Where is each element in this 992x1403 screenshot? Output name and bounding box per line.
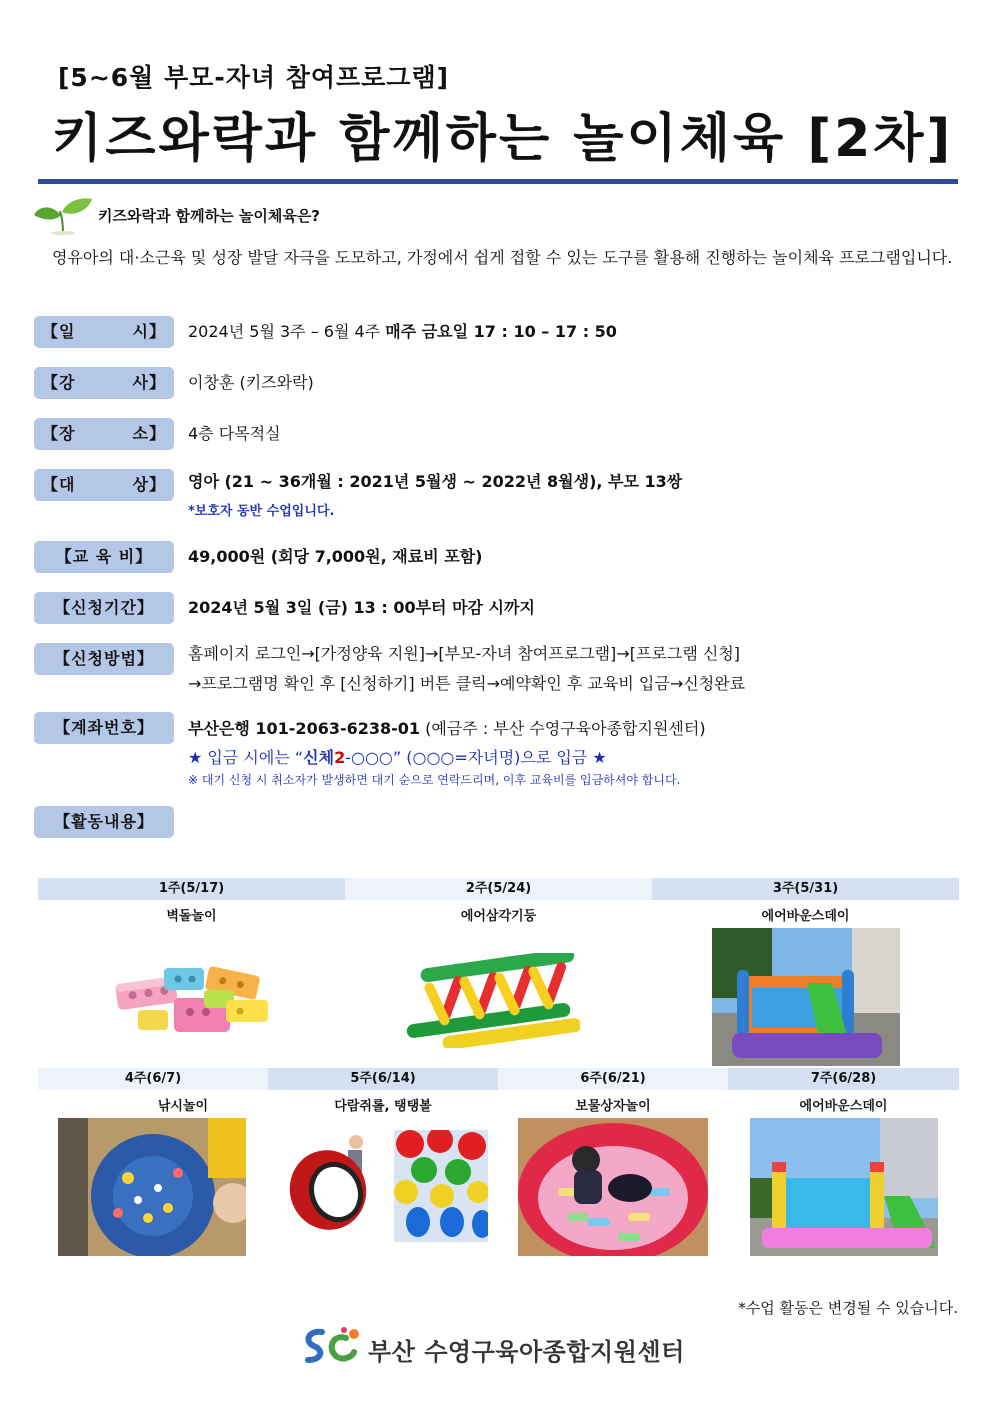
- activity-name: 에어삼각기둥: [460, 909, 537, 924]
- method-line2: →프로그램명 확인 후 [신청하기] 버튼 클릭→예약확인 후 교육비 입금→신청완료: [188, 674, 746, 693]
- page-title: 키즈와락과 함께하는 놀이체육 [2차]: [52, 109, 954, 169]
- air-prism-image: [402, 953, 580, 1048]
- air-bounce-photo: [750, 1118, 938, 1256]
- label-fee: 【교 육 비】: [34, 541, 174, 573]
- schedule-value: 2024년 5월 3주 – 6월 4주 매주 금요일 17 : 10 – 17 : 50: [188, 322, 617, 341]
- label-activities: 【활동내용】: [34, 806, 174, 838]
- squirrel-roll-image: [284, 1130, 376, 1240]
- week-header: 4주(6/7): [38, 1068, 268, 1090]
- title-divider: [38, 179, 958, 184]
- activity-name: 보물상자놀이: [575, 1099, 651, 1114]
- place-value: 4층 다목적실: [188, 424, 281, 443]
- label-place: 【장 소】: [34, 418, 174, 450]
- label-method: 【신청방법】: [34, 643, 174, 675]
- sprout-icon: [32, 195, 94, 235]
- waitlist-notice: ※ 대기 신청 시 취소자가 발생하면 대기 순으로 연락드리며, 이후 교육비를 입금하셔야 합니다.: [188, 773, 681, 787]
- account-value: 부산은행 101-2063-6238-01 (예금주 : 부산 수영구육아종합지원센터): [188, 719, 706, 738]
- activity-name: 다람쥐롤, 탱탱볼: [334, 1099, 432, 1114]
- label-schedule: 【일 시】: [34, 316, 174, 348]
- week-header: 3주(5/31): [652, 878, 959, 900]
- target-note: *보호자 동반 수업입니다.: [188, 504, 335, 519]
- method-line1: 홈페이지 로그인→[가정양육 지원]→[부모-자녀 참여프로그램]→[프로그램 신청]: [188, 644, 741, 663]
- brick-blocks-image: [108, 960, 274, 1042]
- activity-name: 에어바운스데이: [761, 909, 850, 924]
- fishing-play-photo: [58, 1118, 246, 1256]
- activity-name: 에어바운스데이: [799, 1099, 888, 1114]
- target-value: 영아 (21 ~ 36개월 : 2021년 5월생 ~ 2022년 8월생), 부모 13쌍: [188, 472, 683, 491]
- label-period: 【신청기간】: [34, 592, 174, 624]
- center-name: 부산 수영구육아종합지원센터: [368, 1338, 685, 1366]
- label-target: 【대 상】: [34, 469, 174, 501]
- change-notice: *수업 활동은 변경될 수 있습니다.: [738, 1299, 958, 1317]
- air-bounce-photo: [712, 928, 900, 1066]
- label-instructor: 【강 사】: [34, 367, 174, 399]
- fee-value: 49,000원 (회당 7,000원, 재료비 포함): [188, 547, 483, 566]
- activity-name: 벽돌놀이: [166, 909, 217, 924]
- week-header: 5주(6/14): [268, 1068, 498, 1090]
- deposit-instruction: ★ 입금 시에는 “신체2-○○○” (○○○=자녀명)으로 입금 ★: [188, 748, 607, 767]
- activity-name: 낚시놀이: [157, 1099, 209, 1114]
- period-value: 2024년 5월 3일 (금) 13 : 00부터 마감 시까지: [188, 598, 535, 617]
- center-logo-icon: [300, 1324, 364, 1368]
- intro-text: 영유아의 대·소근육 및 성장 발달 자극을 도모하고, 가정에서 쉽게 접할 수 있는 도구를 활용해 진행하는 놀이체육 프로그램입니다.: [52, 248, 953, 267]
- intro-question: 키즈와락과 함께하는 놀이체육은?: [98, 207, 321, 225]
- bouncy-balls-image: [394, 1130, 488, 1242]
- program-subtitle: [5~6월 부모-자녀 참여프로그램]: [58, 63, 450, 92]
- week-header: 1주(5/17): [38, 878, 345, 900]
- week-header: 7주(6/28): [728, 1068, 959, 1090]
- instructor-value: 이창훈 (키즈와락): [188, 373, 314, 392]
- week-header: 6주(6/21): [498, 1068, 728, 1090]
- footer-logo: [300, 1322, 700, 1372]
- week-header: 2주(5/24): [345, 878, 652, 900]
- label-account: 【계좌번호】: [34, 712, 174, 744]
- treasure-box-photo: [518, 1118, 708, 1256]
